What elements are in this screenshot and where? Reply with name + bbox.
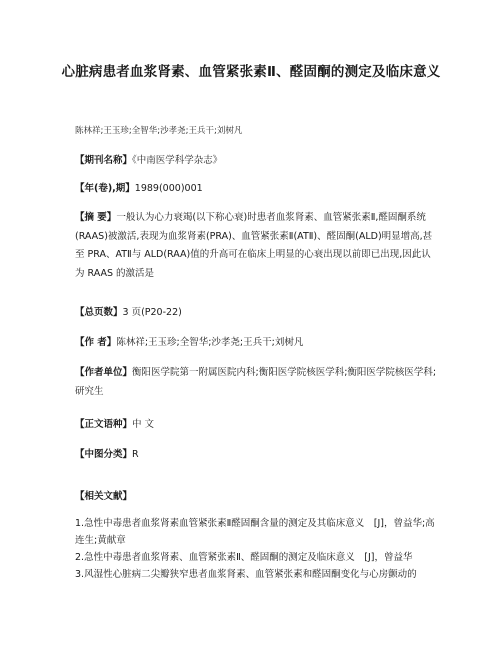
language-value: 中 文 <box>132 419 155 430</box>
abstract-value: 一般认为心力衰竭(以下称心衰)时患者血浆肾素、血管紧张素Ⅱ,醛固酮系统(RAAS)被激活,表现为血浆肾素(PRA)、血管紧张素Ⅱ(ATⅡ)、醛固酮(ALD)明显增高,甚至 PRA、ATⅡ与 ALD(RAA)值的升高可在临床上明显的心衰出现以前即已出现,因此认为 RAAS 的激活是 <box>75 212 433 279</box>
pages-field <box>75 304 437 323</box>
author-value: 陈林祥;王玉珍;全智华;沙孝尧;王兵干;刘树凡 <box>116 337 304 348</box>
language-label: 【正文语种】 <box>75 419 133 430</box>
pages-label: 【总页数】 <box>75 307 123 318</box>
classification-field <box>75 446 437 465</box>
author-label: 【作 者】 <box>75 337 117 348</box>
abstract-label: 【摘 要】 <box>75 212 117 223</box>
affiliation-label: 【作者单位】 <box>75 367 133 378</box>
reference-item: 3.风湿性心脏病二尖瓣狭窄患者血浆肾素、血管紧张素和醛固酮变化与心房颤动的 <box>75 569 417 580</box>
reference-item: 1.急性中毒患者血浆肾素血管紧张素Ⅱ醛固酮含量的测定及其临床意义 [J]，曾益华;高连生;黄献章 <box>75 518 435 546</box>
classification-label: 【中图分类】 <box>75 449 133 460</box>
language-field <box>75 416 437 435</box>
affiliation-value: 衡阳医学院第一附属医院内科;衡阳医学院核医学科;衡阳医学院核医学科;研究生 <box>75 367 437 397</box>
journal-field <box>75 152 437 171</box>
author-field <box>75 334 437 353</box>
page-title: 心脏病患者血浆肾素、血管紧张素Ⅱ、醛固酮的测定及临床意义 <box>61 64 441 80</box>
classification-value: R <box>132 449 139 460</box>
journal-value: 《中南医学科学杂志》 <box>132 155 223 166</box>
references-heading: 【相关文献】 <box>75 491 133 502</box>
journal-label: 【期刊名称】 <box>75 155 133 166</box>
year-issue-label: 【年(卷),期】 <box>75 183 135 194</box>
year-issue-field <box>75 180 437 199</box>
abstract-field <box>75 209 437 283</box>
affiliation-field <box>75 364 437 401</box>
year-issue-value: 1989(000)001 <box>134 183 203 194</box>
author-line: 陈林祥;王玉珍;全智华;沙孝尧;王兵干;刘树凡 <box>75 126 243 136</box>
reference-item: 2.急性中毒患者血浆肾素、血管紧张素Ⅱ、醛固酮的测定及临床意义 [J]，曾益华 <box>75 552 413 563</box>
pages-value: 3 页(P20-22) <box>122 307 182 318</box>
